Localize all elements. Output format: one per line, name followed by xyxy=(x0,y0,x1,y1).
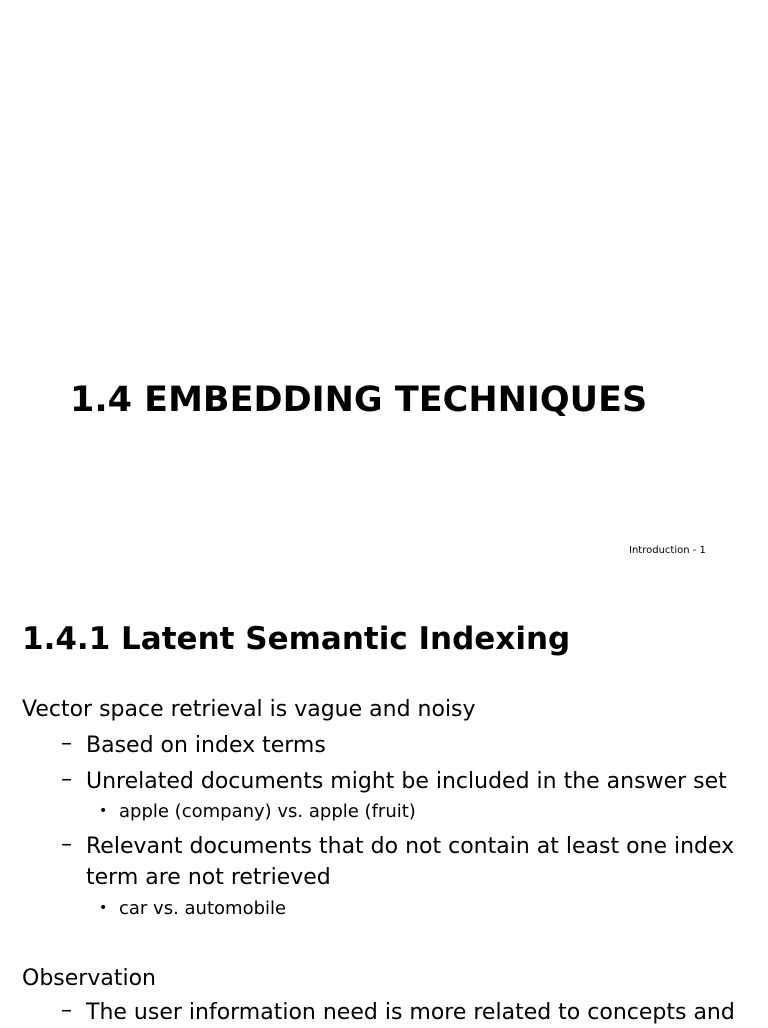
sub-list-item: apple (company) vs. apple (fruit) xyxy=(119,801,416,822)
section-heading: Vector space retrieval is vague and noisy xyxy=(22,697,476,722)
sub-list-item: car vs. automobile xyxy=(119,898,287,919)
list-item: Based on index terms xyxy=(86,733,326,758)
dash-marker: – xyxy=(61,731,72,756)
slide-footer: Introduction - 1 xyxy=(629,545,706,556)
section-heading: Observation xyxy=(22,966,156,991)
dash-marker: – xyxy=(61,832,72,857)
list-item: The user information need is more related to concepts and xyxy=(86,1000,735,1025)
dash-marker: – xyxy=(61,767,72,792)
slide-title: 1.4.1 Latent Semantic Indexing xyxy=(22,621,571,657)
dash-marker: – xyxy=(61,998,72,1023)
slide-title: 1.4 EMBEDDING TECHNIQUES xyxy=(70,380,648,420)
list-item: Unrelated documents might be included in the answer set xyxy=(86,769,727,794)
list-item-continuation: term are not retrieved xyxy=(86,865,331,890)
bullet-marker: • xyxy=(99,803,108,819)
bullet-marker: • xyxy=(99,900,108,916)
list-item: Relevant documents that do not contain at least one index xyxy=(86,834,735,859)
